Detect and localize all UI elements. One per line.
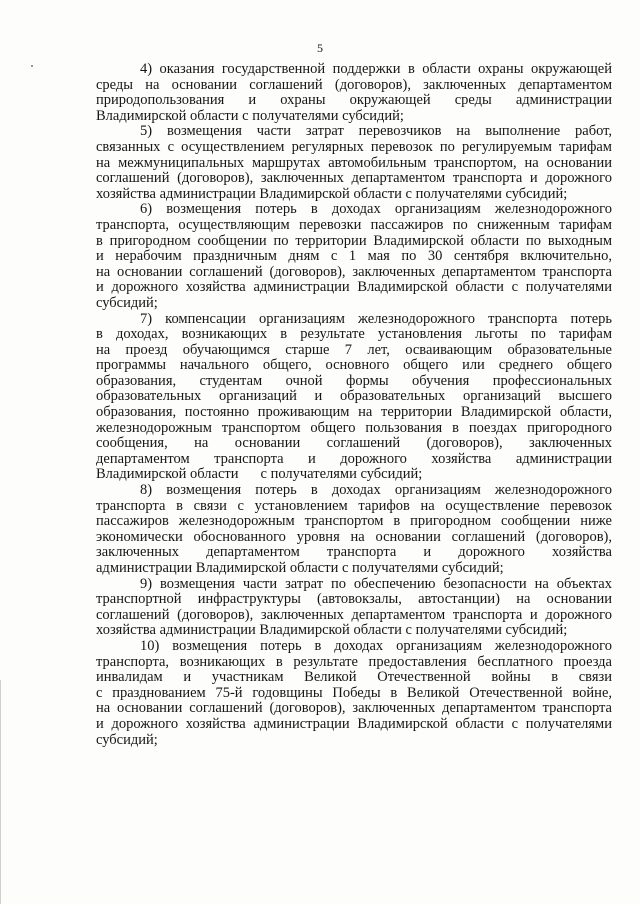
- paragraph-line: программы начального общего, основного общего или среднего общего: [96, 358, 612, 374]
- paragraph-line: на основании соглашений (договоров), заключенных департаментом транспорта: [96, 701, 612, 717]
- paragraph-line: субсидий;: [96, 732, 158, 748]
- paragraph-line: соглашений (договоров), заключенных департаментом транспорта и дорожного: [96, 607, 612, 623]
- paragraph-line: департаментом транспорта и дорожного хозяйства администрации: [96, 451, 612, 467]
- paragraph-line: транспорта, возникающих в результате предоставления бесплатного проезда: [96, 654, 612, 670]
- paragraph-line: экономически обоснованного уровня на основании соглашений (договоров),: [96, 529, 612, 545]
- paragraph-p6: [96, 202, 612, 311]
- paragraph-line: 9) возмещения части затрат по обеспечению безопасности на объектах: [140, 576, 612, 592]
- paragraph-line: в доходах, возникающих в результате установления льготы по тарифам: [96, 327, 612, 343]
- paragraph-p7: [96, 312, 612, 484]
- scan-artifact-edge: [0, 680, 1, 904]
- paragraph-line: на основании соглашений (договоров), заключенных департаментом транспорта: [96, 264, 612, 280]
- document-body: [96, 62, 612, 748]
- paragraph-line: хозяйства администрации Владимирской области с получателями субсидий;: [96, 186, 568, 202]
- paragraph-line: инвалидам и участникам Великой Отечественной войны в связи: [96, 670, 612, 686]
- paragraph-line: транспортной инфраструктуры (автовокзалы, автостанции) на основании: [96, 592, 612, 608]
- paragraph-line: на проезд обучающимся старше 7 лет, осваивающим образовательные: [96, 342, 612, 358]
- paragraph-line: 5) возмещения части затрат перевозчиков на выполнение работ,: [140, 124, 612, 140]
- paragraph-line: пассажиров железнодорожным транспортом в пригородном сообщении ниже: [96, 514, 612, 530]
- paragraph-p5: [96, 124, 612, 202]
- paragraph-line: 10) возмещения потерь в доходах организациям железнодорожного: [140, 638, 612, 654]
- paragraph-line: среды на основании соглашений (договоров), заключенных департаментом: [96, 77, 612, 93]
- paragraph-line: хозяйства администрации Владимирской области с получателями субсидий;: [96, 623, 568, 639]
- paragraph-line: Владимирской области с получателями субсидий;: [96, 108, 404, 124]
- paragraph-line: субсидий;: [96, 295, 158, 311]
- paragraph-line: администрации Владимирской области с получателями субсидий;: [96, 561, 504, 576]
- paragraph-line: на межмуниципальных маршрутах автомобильным транспортом, на основании: [96, 155, 612, 171]
- paragraph-p9: [96, 577, 612, 639]
- paragraph-line: с празднованием 75-й годовщины Победы в Великой Отечественной войне,: [96, 685, 612, 701]
- paragraph-p4: [96, 62, 612, 124]
- paragraph-p8: [96, 483, 612, 577]
- paragraph-p10: [96, 639, 612, 748]
- paragraph-line: железнодорожным транспортом общего пользования в поездах пригородного: [96, 420, 612, 436]
- paragraph-line-split: [96, 467, 612, 483]
- paragraph-line-part: с получателями субсидий;: [260, 467, 423, 483]
- paragraph-line: и дорожного хозяйства администрации Владимирской области с получателями: [96, 280, 612, 296]
- paragraph-line: 7) компенсации организациям железнодорожного транспорта потерь: [140, 311, 612, 327]
- paragraph-line: 4) оказания государственной поддержки в области охраны окружающей: [140, 62, 612, 77]
- paragraph-line: в пригородном сообщении по территории Владимирской области по выходным: [96, 233, 612, 249]
- page-number: 5: [317, 41, 323, 55]
- paragraph-line: 6) возмещения потерь в доходах организациям железнодорожного: [140, 202, 612, 218]
- paragraph-line: образования, студентам очной формы обучения профессиональных: [96, 373, 612, 389]
- paragraph-line: связанных с осуществлением регулярных перевозок по регулируемым тарифам: [96, 139, 612, 155]
- paragraph-line: заключенных департаментом транспорта и дорожного хозяйства: [96, 545, 612, 561]
- paragraph-line: соглашений (договоров), заключенных департаментом транспорта и дорожного: [96, 171, 612, 187]
- paragraph-line: природопользования и охраны окружающей среды администрации: [96, 93, 612, 109]
- paragraph-line: и дорожного хозяйства администрации Владимирской области с получателями: [96, 716, 612, 732]
- scan-artifact-dot: [31, 65, 33, 67]
- paragraph-line: образования, постоянно проживающим на территории Владимирской области,: [96, 405, 612, 421]
- paragraph-line-part: Владимирской области: [96, 467, 239, 483]
- paragraph-line: и нерабочим праздничным дням с 1 мая по 30 сентября включительно,: [96, 249, 612, 265]
- paragraph-line: образовательных организаций и образовательных организаций высшего: [96, 389, 612, 405]
- paragraph-line: транспорта в связи с установлением тарифов на осуществление перевозок: [96, 498, 612, 514]
- paragraph-line: транспорта, осуществляющим перевозки пассажиров по сниженным тарифам: [96, 217, 612, 233]
- paragraph-line: 8) возмещения потерь в доходах организациям железнодорожного: [140, 483, 612, 499]
- paragraph-line: сообщения, на основании соглашений (договоров), заключенных: [96, 436, 612, 452]
